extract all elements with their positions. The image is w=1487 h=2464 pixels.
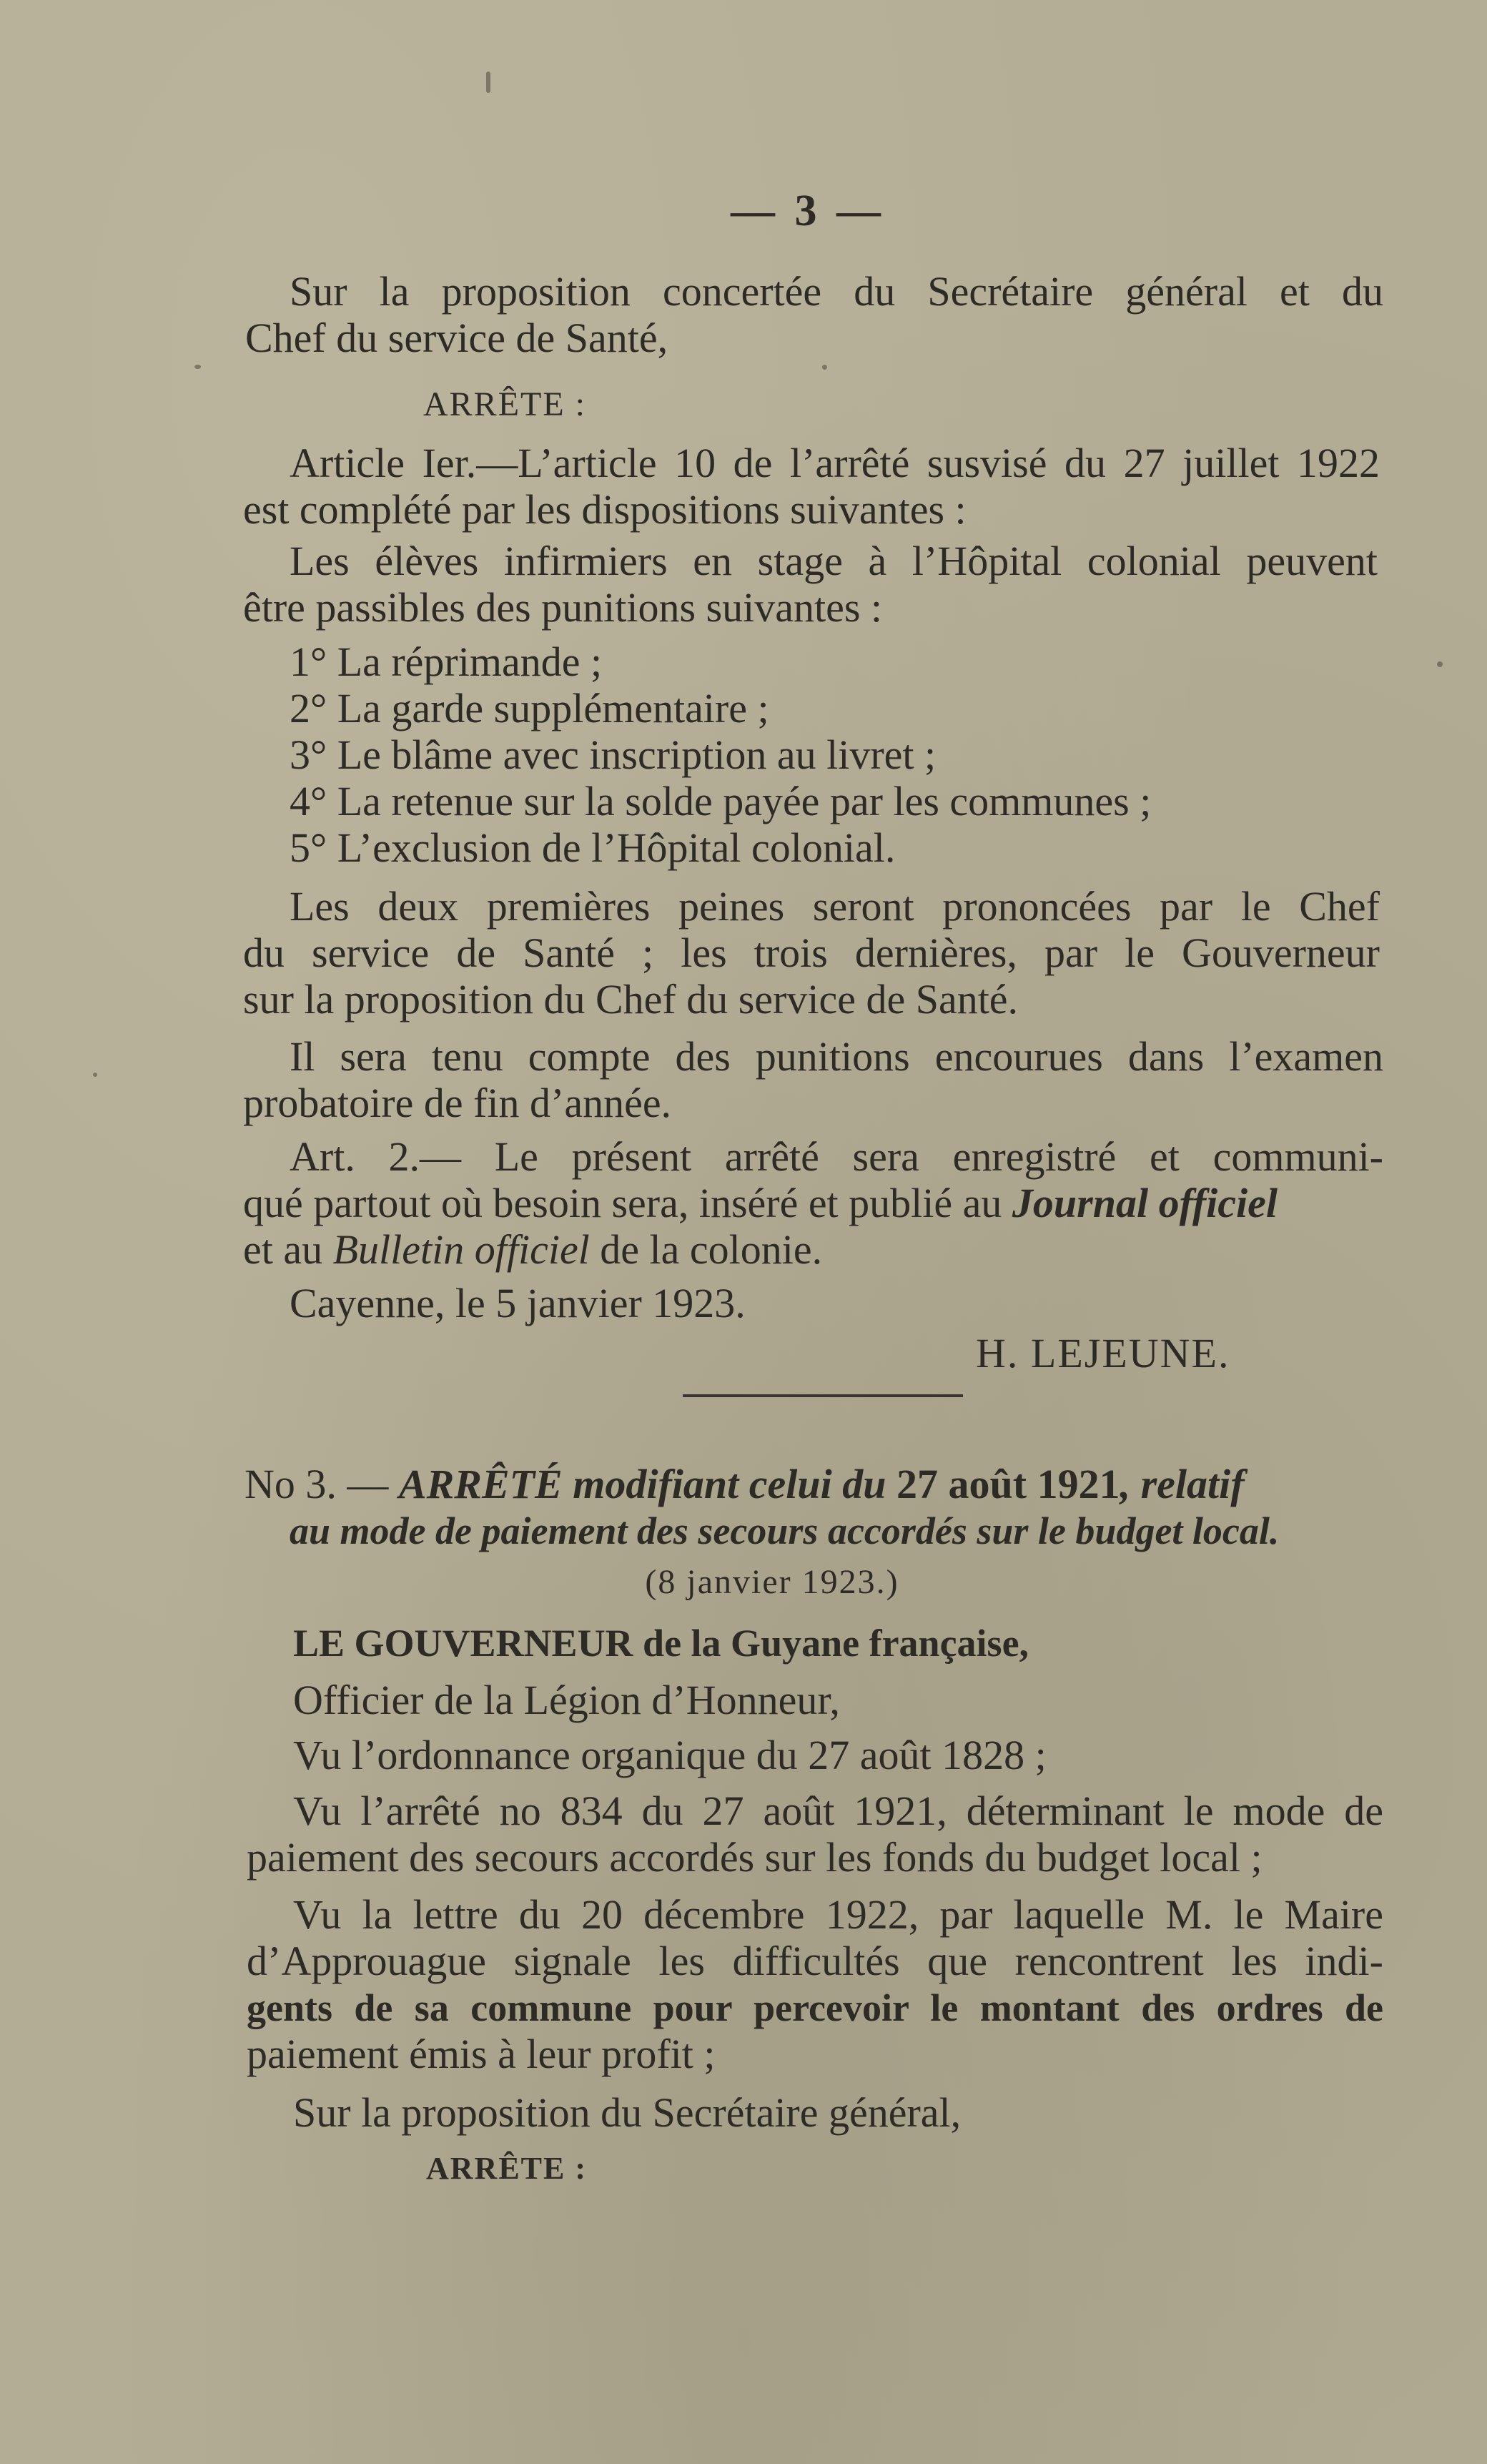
punition-item: 3° Le blâme avec inscription au livret ; <box>290 731 937 778</box>
decree-title-text: ARRÊTÉ modifiant celui du <box>398 1461 897 1507</box>
decree-number: No 3. — <box>244 1461 399 1507</box>
decree-title: au mode de paiement des secours accordés sur le budget local. <box>290 1509 1280 1552</box>
paper-speck <box>486 72 490 93</box>
vu-line: paiement émis à leur profit ; <box>247 2031 716 2077</box>
decree-date: Cayenne, le 5 janvier 1923. <box>290 1280 746 1326</box>
arrete-heading: ARRÊTE : <box>426 2151 588 2186</box>
eleves-line: Les élèves infirmiers en stage à l’Hôpital colonial peuvent <box>290 538 1378 584</box>
officier-line: Officier de la Légion d’Honneur, <box>293 1677 840 1723</box>
article-1-line: est complété par les dispositions suivantes : <box>243 486 967 533</box>
proposition-line: Sur la proposition du Secrétaire général, <box>293 2089 962 2136</box>
paper-speck <box>822 365 827 370</box>
journal-officiel: Journal officiel <box>1012 1180 1278 1226</box>
decree-date: (8 janvier 1923.) <box>645 1563 899 1601</box>
peines-line: sur la proposition du Chef du service de Santé. <box>243 976 1019 1022</box>
decree-title <box>244 1461 1388 1508</box>
article-2-text: et au <box>243 1226 333 1273</box>
decree-title-text: , relatif <box>1120 1461 1245 1507</box>
compte-line: probatoire de fin d’année. <box>243 1080 672 1126</box>
punition-item: 5° L’exclusion de l’Hôpital colonial. <box>290 824 896 871</box>
peines-line: Les deux premières peines seront prononcées par le Chef <box>290 883 1380 930</box>
paper-speck <box>194 365 201 369</box>
punition-item: 2° La garde supplémentaire ; <box>290 685 769 731</box>
vu-line: Vu la lettre du 20 décembre 1922, par laquelle M. le Maire <box>293 1891 1383 1938</box>
arrete-heading: ARRÊTE : <box>423 385 586 423</box>
page-number: — 3 — <box>731 187 885 235</box>
section-divider <box>683 1394 963 1397</box>
intro-line: Sur la proposition concertée du Secrétaire général et du <box>290 268 1383 315</box>
vu-line: Vu l’arrêté no 834 du 27 août 1921, déterminant le mode de <box>293 1788 1383 1834</box>
article-2-line: Art. 2.— Le présent arrêté sera enregistré et communi- <box>290 1133 1383 1180</box>
intro-line: Chef du service de Santé, <box>245 315 668 361</box>
article-2-line <box>243 1226 822 1273</box>
article-2-line <box>243 1180 1387 1227</box>
signature: H. LEJEUNE. <box>976 1330 1230 1376</box>
vu-line: paiement des secours accordés sur les fonds du budget local ; <box>247 1834 1263 1881</box>
vu-line: d’Approuague signale les difficultés que rencontrent les indi- <box>247 1938 1383 1984</box>
article-2-text: de la colonie. <box>589 1226 823 1273</box>
punition-item: 1° La réprimande ; <box>290 639 603 685</box>
article-2-text: qué partout où besoin sera, inséré et publié au <box>243 1180 1012 1226</box>
eleves-line: être passibles des punitions suivantes : <box>243 584 883 631</box>
gouverneur-line: LE GOUVERNEUR de la Guyane française, <box>293 1622 1029 1665</box>
bulletin-officiel: Bulletin officiel <box>332 1226 590 1273</box>
compte-line: Il sera tenu compte des punitions encourues dans l’examen <box>290 1033 1383 1080</box>
vu-line: Vu l’ordonnance organique du 27 août 1828 ; <box>293 1732 1047 1778</box>
paper-speck <box>1437 661 1443 667</box>
paper-speck <box>93 1073 97 1077</box>
article-1-line: Article Ier.—L’article 10 de l’arrêté susvisé du 27 juillet 1922 <box>290 440 1380 486</box>
punition-item: 4° La retenue sur la solde payée par les communes ; <box>290 778 1152 824</box>
peines-line: du service de Santé ; les trois dernières, par le Gouverneur <box>243 930 1380 976</box>
vu-line: gents de sa commune pour percevoir le montant des ordres de <box>247 1986 1383 2029</box>
decree-title-date: 27 août 1921 <box>896 1461 1120 1507</box>
